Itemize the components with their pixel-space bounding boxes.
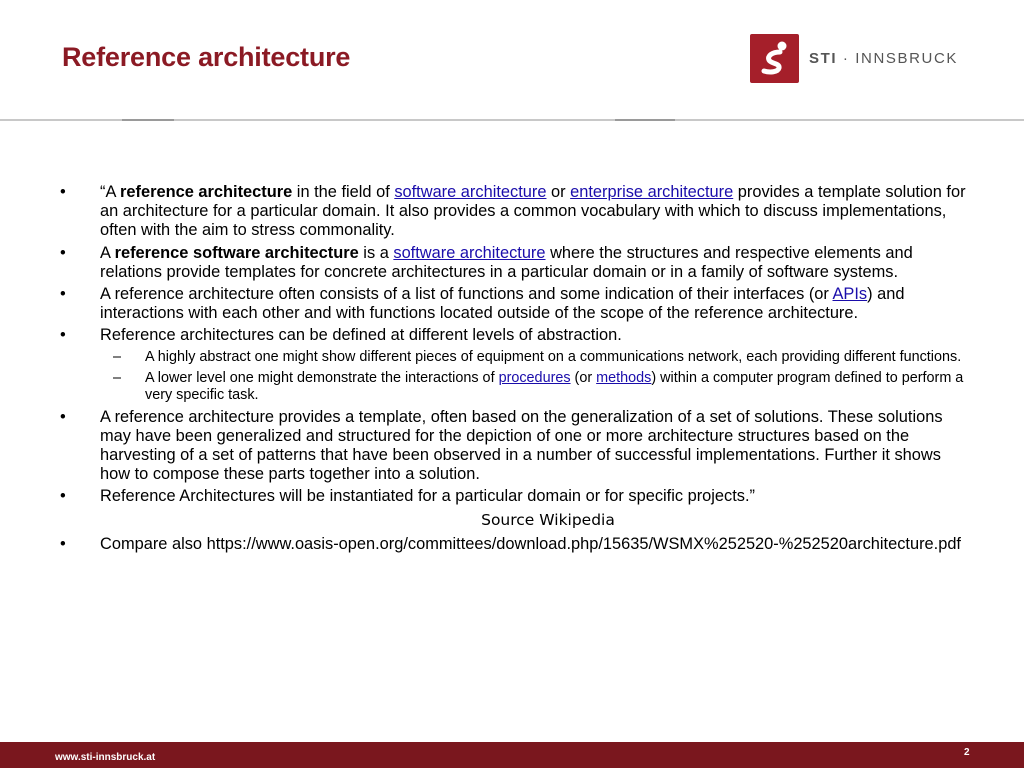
text-span: is a bbox=[358, 243, 394, 262]
slide-title: Reference architecture bbox=[62, 42, 351, 72]
dash-marker: – bbox=[113, 369, 122, 386]
footer-bar bbox=[0, 742, 1024, 768]
text-span: ) and interactions with each other and with functions located outside of the scope of the reference architecture. bbox=[100, 285, 905, 323]
sub-bullet-item bbox=[58, 370, 968, 404]
sti-logo-icon bbox=[750, 34, 799, 83]
text-span: A bbox=[100, 243, 115, 262]
text-span: where the structures and respective elements and relations provide templates for concrete architectures in a particular domain or in a family of software systems. bbox=[100, 243, 913, 281]
text-span: ) within a computer program defined to perform a very specific task. bbox=[145, 369, 964, 403]
text-span: “A bbox=[100, 183, 121, 201]
bullet-marker: • bbox=[60, 487, 66, 506]
link-enterprise-architecture[interactable]: enterprise architecture bbox=[570, 183, 734, 201]
bullet-item bbox=[58, 183, 968, 241]
dash-marker: – bbox=[113, 348, 122, 365]
slide-content bbox=[58, 183, 968, 557]
page-number: 2 bbox=[964, 747, 970, 758]
bullet-item bbox=[58, 535, 968, 554]
bullet-item bbox=[58, 244, 968, 282]
header-divider-mark bbox=[615, 119, 675, 121]
logo-innsbruck-text: INNSBRUCK bbox=[855, 49, 959, 67]
link-procedures[interactable]: procedures bbox=[498, 369, 571, 386]
header-divider-mark bbox=[122, 119, 174, 121]
source-attribution: Source Wikipedia bbox=[481, 510, 615, 529]
text-span: A reference architecture often consists of a list of functions and some indication of their interfaces (or bbox=[100, 285, 833, 304]
bullet-marker: • bbox=[60, 534, 66, 553]
text-span: A lower level one might demonstrate the interactions of bbox=[145, 369, 499, 386]
logo-separator: · bbox=[837, 49, 856, 67]
link-methods[interactable]: methods bbox=[596, 369, 652, 386]
link-software-architecture[interactable]: software architecture bbox=[393, 243, 546, 262]
link-software-architecture[interactable]: software architecture bbox=[394, 183, 547, 201]
text-span: Reference architectures can be defined at different levels of abstraction. bbox=[100, 326, 622, 345]
text-span: or bbox=[546, 183, 571, 201]
bullet-marker: • bbox=[60, 243, 66, 262]
bullet-marker: • bbox=[60, 326, 66, 345]
bullet-marker: • bbox=[60, 407, 66, 426]
text-span: A highly abstract one might show different pieces of equipment on a communications network, each providing different functions. bbox=[145, 348, 962, 365]
logo-wordmark bbox=[809, 50, 958, 67]
bullet-item bbox=[58, 326, 968, 345]
bullet-marker: • bbox=[60, 285, 66, 304]
text-span: Reference Architectures will be instantiated for a particular domain or for specific projects.” bbox=[100, 487, 756, 506]
sti-innsbruck-logo bbox=[750, 33, 958, 83]
sub-bullet-item bbox=[58, 349, 968, 366]
text-span: in the field of bbox=[292, 183, 395, 201]
logo-sti-text: STI bbox=[809, 49, 838, 67]
footer-url[interactable]: www.sti-innsbruck.at bbox=[55, 752, 156, 763]
text-span: A reference architecture provides a template, often based on the generalization of a set of solutions. These solutions may have been generalized and structured for the depiction of one or more architecture structures based on the harvesting of a set of patterns that have been observed in a number of successful implementations. Further it shows how to compose these parts together into a solution. bbox=[100, 407, 943, 484]
text-span: (or bbox=[570, 369, 597, 386]
bold-term: reference architecture bbox=[120, 183, 293, 201]
bold-term: reference software architecture bbox=[114, 243, 359, 262]
bullet-marker: • bbox=[60, 183, 66, 201]
bullet-item bbox=[58, 285, 968, 323]
bullet-item bbox=[58, 487, 968, 506]
link-apis[interactable]: APIs bbox=[832, 285, 868, 304]
bullet-item bbox=[58, 408, 968, 485]
text-span: provides a template solution for an architecture for a particular domain. It also provides a common vocabulary with which to discuss implementations, often with the aim to stress commonality. bbox=[100, 183, 966, 240]
text-span: Compare also https://www.oasis-open.org/committees/download.php/15635/WSMX%252520-%252520architecture.pdf bbox=[100, 534, 961, 553]
